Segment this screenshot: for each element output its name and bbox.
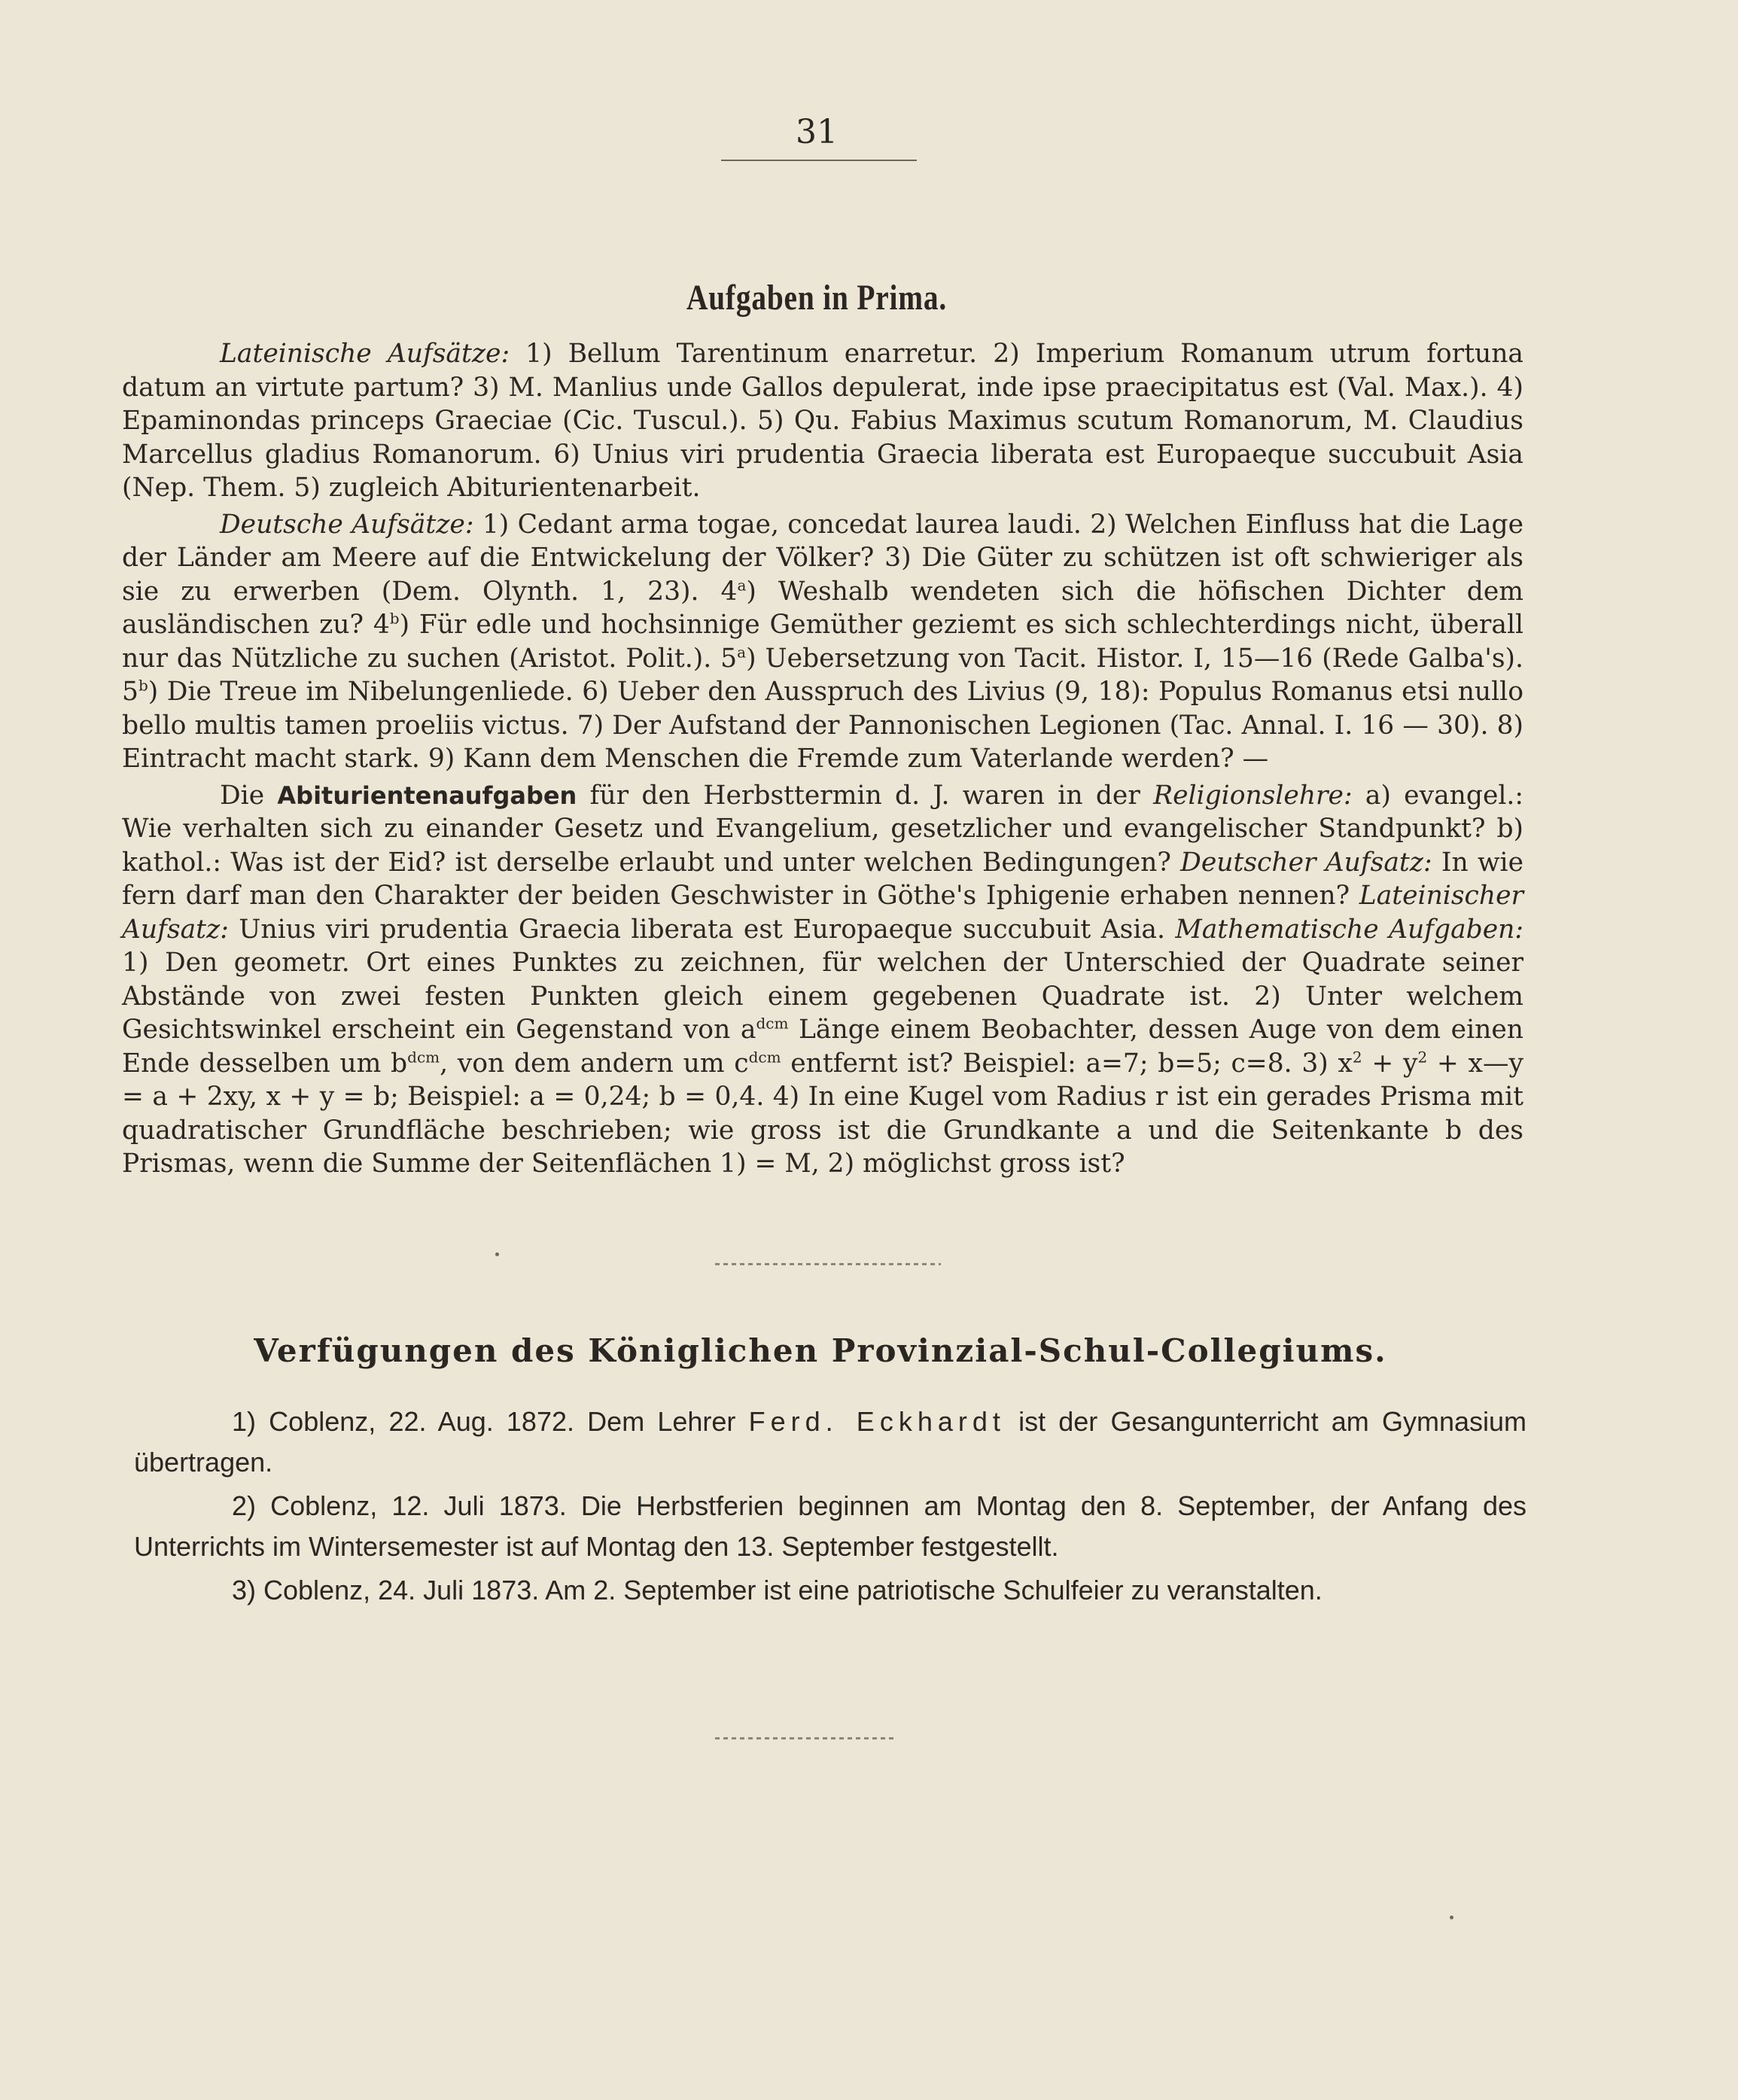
- abitur-text: + x—y = a + 2xy, x + y = b; Beispiel: a = 0,24; b = 0,4. 4) In eine Kugel vom Radius r ist ein gerades Prisma mit quadratischer Grundfläche beschrieben; wie gross ist die Grundkante a und die Seitenkante b des Prismas, wenn die Summe der Seitenflächen 1) = M, 2) möglichst gross ist?: [122, 1048, 1523, 1179]
- superscript: dcm: [407, 1048, 440, 1066]
- deutsch-label: Deutscher Aufsatz:: [1180, 847, 1432, 878]
- german-text: ) Weshalb wendeten sich die höfischen Dichter dem ausländischen zu? 4: [122, 576, 1523, 640]
- superscript: 2: [1417, 1048, 1428, 1066]
- religion-label: Religionslehre:: [1153, 780, 1353, 811]
- german-essays-label: Deutsche Aufsätze:: [220, 509, 474, 540]
- page-end-divider: [715, 1737, 896, 1739]
- german-essays: [122, 508, 1523, 776]
- superscript: dcm: [756, 1014, 789, 1033]
- decrees-heading: Verfügungen des Königlichen Provinzial-Schul-Collegiums.: [254, 1332, 1387, 1369]
- math-label: Mathematische Aufgaben:: [1175, 914, 1523, 945]
- prima-tasks: [122, 337, 1523, 1181]
- ink-dot: [495, 1252, 499, 1256]
- abitur-text: Länge einem Beobachter, dessen Auge von dem einen Ende desselben um b: [122, 1015, 1523, 1079]
- latin-essays: [122, 337, 1523, 505]
- page-number: 31: [796, 113, 838, 151]
- decree-1: [134, 1402, 1526, 1483]
- superscript: a: [737, 576, 747, 594]
- abitur-text: 1) Den geometr. Ort eines Punktes zu zeichnen, für welchen der Unterschied der Quadrate seiner Abstände von zwei festen Punkten gleich einem gegebenen Quadrate ist. 2) Unter welchem Gesichtswinkel erscheint ein Gegenstand von a: [122, 948, 1523, 1045]
- decree-text: 1) Coblenz, 22. Aug. 1872. Dem Lehrer: [232, 1406, 749, 1437]
- superscript: b: [389, 609, 400, 628]
- abitur-text: In wie fern darf man den Charakter der beiden Geschwister in Göthe's Iphigenie erhaben nennen?: [122, 847, 1524, 911]
- abitur-text: für den Herbsttermin d. J. waren in der: [577, 780, 1154, 811]
- german-text: ) Für edle und hochsinnige Gemüther geziemt es sich schlechterdings nicht, überall nur das Nützliche zu suchen (Aristot. Polit.). 5: [122, 610, 1524, 674]
- latein-label: Lateinischer Aufsatz:: [122, 881, 1523, 945]
- abitur-text: a) evangel.: Wie verhalten sich zu einander Gesetz und Evangelium, gesetzlicher und evangelischer Standpunkt? b) kathol.: Was ist der Eid? ist derselbe erlaubt und unter welchen Bedingungen?: [122, 780, 1524, 878]
- teacher-name: Ferd. Eckhardt: [748, 1406, 1006, 1437]
- superscript: 2: [1352, 1048, 1362, 1066]
- abitur-text: Unius viri prudentia Graecia liberata est Europaeque succubuit Asia.: [228, 914, 1176, 945]
- header-rule: [721, 160, 917, 161]
- german-text: 1) Cedant arma togae, concedat laurea laudi. 2) Welchen Einfluss hat die Lage der Länder am Meere auf die Entwickelung der Völker? 3) Die Güter zu schützen ist oft schwieriger als sie zu erwerben (Dem. Olynth. 1, 23). 4: [122, 509, 1523, 607]
- ink-dot: [1450, 1916, 1453, 1919]
- latin-essays-label: Lateinische Aufsätze:: [220, 339, 510, 369]
- superscript: dcm: [748, 1048, 781, 1066]
- section-divider: [715, 1263, 941, 1265]
- superscript: b: [138, 676, 148, 695]
- abitur-text: entfernt ist? Beispiel: a=7; b=5; c=8. 3) x: [781, 1048, 1353, 1079]
- superscript: a: [737, 643, 747, 661]
- section-heading: Aufgaben in Prima.: [686, 278, 948, 318]
- abitur-tasks: [122, 779, 1523, 1181]
- abitur-text: , von dem andern um c: [440, 1048, 749, 1079]
- abitur-text: Die: [220, 780, 278, 811]
- german-text: ) Uebersetzung von Tacit. Histor. I, 15—16 (Rede Galba's). 5: [122, 643, 1523, 707]
- german-text: ) Die Treue im Nibelungenliede. 6) Ueber den Ausspruch des Livius (9, 18): Populus Romanus etsi nullo bello multis tamen proeliis victus. 7) Der Aufstand der Pannonischen Legionen (Tac. Annal. I. 16 — 30). 8) Eintracht macht stark. 9) Kann dem Menschen die Fremde zum Vaterlande werden? —: [122, 677, 1523, 774]
- abitur-heading: Abiturientenaufgaben: [277, 781, 577, 810]
- decrees: [134, 1402, 1526, 1611]
- decree-text: ist der Gesangunterricht am Gymnasium übertragen.: [134, 1406, 1527, 1478]
- latin-essays-text: 1) Bellum Tarentinum enarretur. 2) Imperium Romanum utrum fortuna datum an virtute partum? 3) M. Manlius unde Gallos depulerat, inde ipse praecipitatus est (Val. Max.). 4) Epaminondas princeps Graeciae (Cic. Tuscul.). 5) Qu. Fabius Maximus scutum Romanorum, M. Claudius Marcellus gladius Romanorum. 6) Unius viri prudentia Graecia liberata est Europaeque succubuit Asia (Nep. Them. 5) zugleich Abiturientenarbeit.: [122, 339, 1523, 503]
- decree-3: 3) Coblenz, 24. Juli 1873. Am 2. September ist eine patriotische Schulfeier zu veranstalten.: [232, 1575, 1323, 1605]
- abitur-text: + y: [1362, 1048, 1418, 1079]
- decree-2: 2) Coblenz, 12. Juli 1873. Die Herbstferien beginnen am Montag den 8. September, der Anfang des Unterrichts im Wintersemester ist auf Montag den 13. September festgestellt.: [134, 1490, 1526, 1562]
